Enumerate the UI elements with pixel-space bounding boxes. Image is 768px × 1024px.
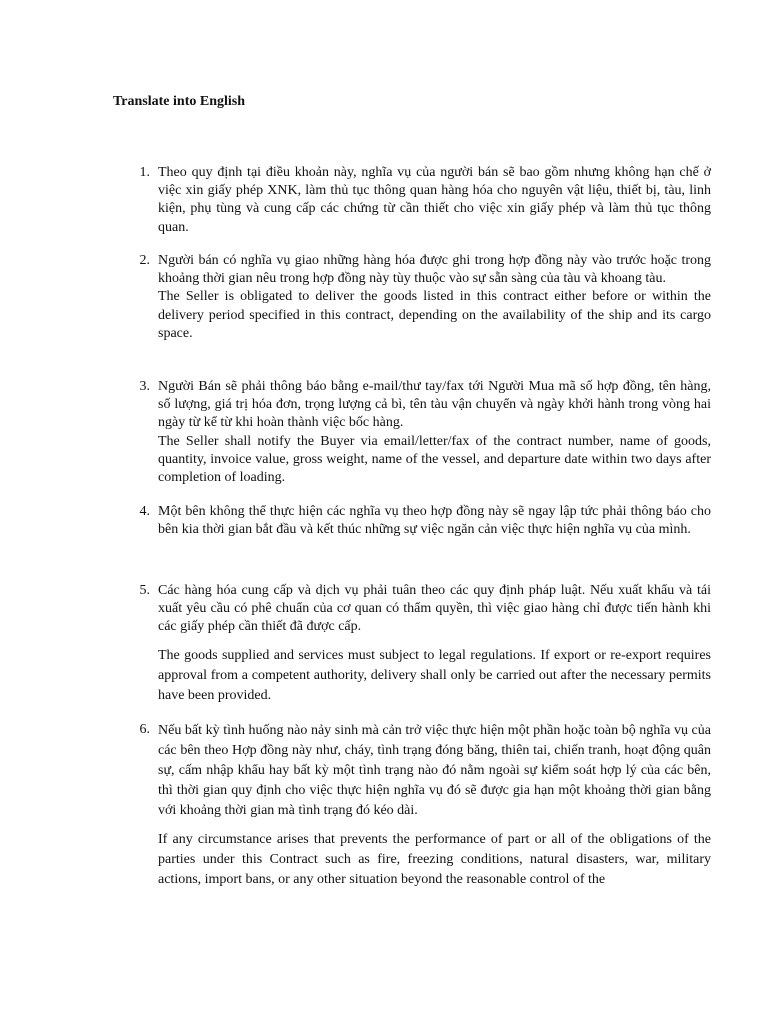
item-number: 1.	[139, 165, 150, 180]
vietnamese-paragraph: Các hàng hóa cung cấp và dịch vụ phải tuân theo các quy định pháp luật. Nếu xuất khẩu và tái xuất yêu cầu có phê chuẩn của cơ quan có thẩm quyền, thì việc giao hàng chỉ được tiến hành khi các giấy phép cần thiết đã được cấp.	[158, 583, 711, 635]
item-body	[158, 503, 711, 539]
item-number: 3.	[139, 379, 150, 394]
item-number: 6.	[139, 722, 150, 737]
document-title: Translate into English	[113, 94, 245, 109]
english-paragraph: The Seller shall notify the Buyer via email/letter/fax of the contract number, name of goods, quantity, invoice value, gross weight, name of the vessel, and departure date within two days after completion of loading.	[158, 433, 711, 486]
item-body	[158, 721, 711, 890]
item-number: 4.	[139, 504, 150, 519]
item-body	[158, 582, 711, 706]
english-paragraph: The goods supplied and services must subject to legal regulations. If export or re-export requires approval from a competent authority, delivery shall only be carried out after the necessary permits have been provided.	[158, 647, 711, 703]
item-body	[158, 164, 711, 237]
english-paragraph: The Seller is obligated to deliver the goods listed in this contract either before or within the delivery period specified in this contract, depending on the availability of the ship and its cargo space.	[158, 289, 711, 341]
item-number: 5.	[139, 583, 150, 598]
english-paragraph: If any circumstance arises that prevents the performance of part or all of the obligations of the parties under this Contract such as fire, freezing conditions, natural disasters, war, military actions, import bans, or any other situation beyond the reasonable control of the	[158, 832, 711, 887]
vietnamese-paragraph: Một bên không thể thực hiện các nghĩa vụ theo hợp đồng này sẽ ngay lập tức phải thông báo cho bên kia thời gian bắt đầu và kết thúc những sự việc ngăn cản việc thực hiện nghĩa vụ của mình.	[158, 504, 711, 538]
item-body	[158, 252, 711, 343]
vietnamese-paragraph: Theo quy định tại điều khoản này, nghĩa vụ của người bán sẽ bao gồm nhưng không hạn chế ở việc xin giấy phép XNK, làm thủ tục thông quan hàng hóa cho nguyên vật liệu, thiết bị, tàu, linh kiện, phụ tùng và cung cấp các chứng từ cần thiết cho việc xin giấy phép và làm thủ tục thông quan.	[158, 165, 711, 235]
vietnamese-paragraph: Nếu bất kỳ tình huống nào nảy sinh mà cản trở việc thực hiện một phần hoặc toàn bộ nghĩa vụ của các bên theo Hợp đồng này như, cháy, tình trạng đóng băng, thiên tai, chiến tranh, hoạt động quân sự, cấm nhập khẩu hay bất kỳ một tình trạng nào đó nằm ngoài sự kiểm soát hợp lý của các bên, thì thời gian quy định cho việc thực hiện nghĩa vụ đó sẽ được gia hạn một khoảng thời gian bằng với khoảng thời gian mà tình trạng đó kéo dài.	[158, 723, 711, 818]
vietnamese-paragraph: Người Bán sẽ phải thông báo bằng e-mail/thư tay/fax tới Người Mua mã số hợp đồng, tên hàng, số lượng, giá trị hóa đơn, trọng lượng cả bì, tên tàu vận chuyển và ngày khởi hành trong vòng hai ngày từ kể từ khi hoàn thành việc bốc hàng.	[158, 379, 711, 431]
item-body	[158, 378, 711, 487]
vietnamese-paragraph: Người bán có nghĩa vụ giao những hàng hóa được ghi trong hợp đồng này vào trước hoặc trong khoảng thời gian nêu trong hợp đồng này tùy thuộc vào sự sẵn sàng của tàu và khoang tàu.	[158, 253, 711, 287]
item-number: 2.	[139, 253, 150, 268]
